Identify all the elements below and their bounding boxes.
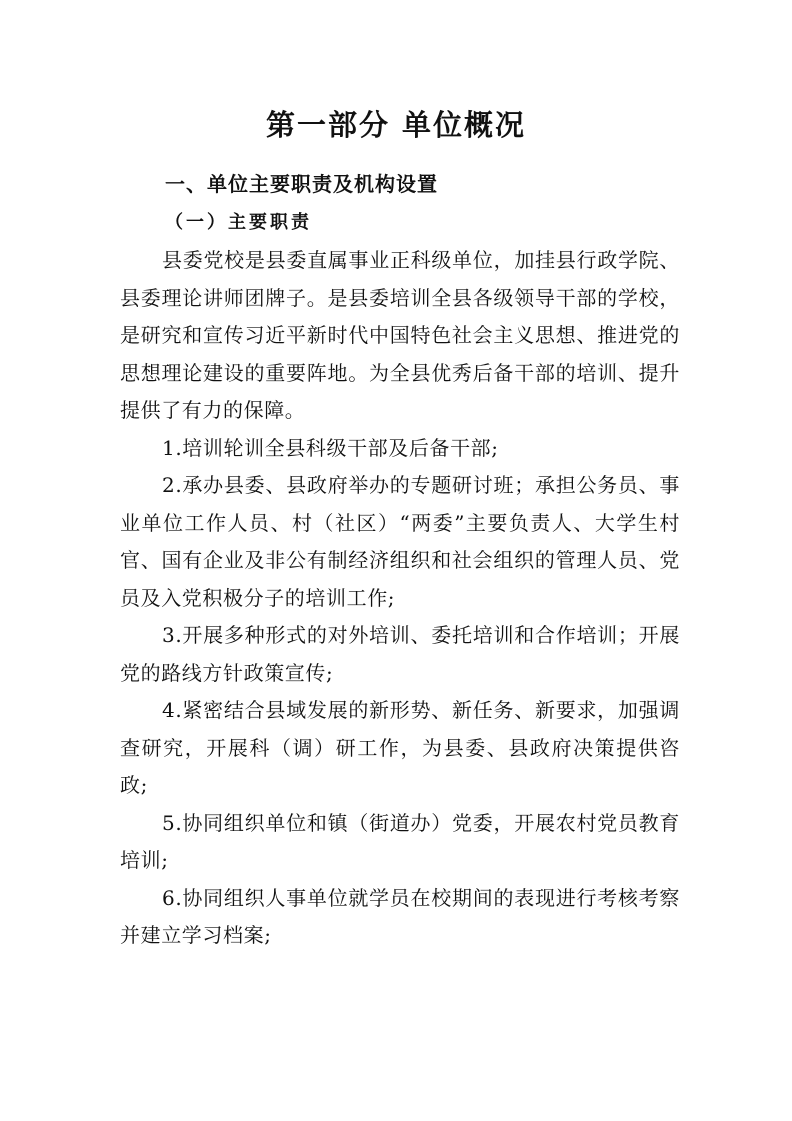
section-heading: 一、单位主要职责及机构设置 bbox=[165, 172, 438, 196]
paragraph-intro: 县委党校是县委直属事业正科级单位，加挂县行政学院、县委理论讲师团牌子。是县委培训全县各级领导干部的学校，是研究和宣传习近平新时代中国特色社会主义思想、推进党的思想理论建设的重要阵地。为全县优秀后备干部的培训、提升提供了有力的保障。 bbox=[120, 248, 680, 422]
paragraph-item-6: 6.协同组织人事单位就学员在校期间的表现进行考核考察并建立学习档案; bbox=[120, 885, 680, 947]
paragraph-item-4: 4.紧密结合县域发展的新形势、新任务、新要求，加强调查研究，开展科（调）研工作，为县委、县政府决策提供咨政; bbox=[120, 698, 680, 797]
paragraph-item-3: 3.开展多种形式的对外培训、委托培训和合作培训；开展党的路线方针政策宣传; bbox=[120, 623, 680, 685]
subsection-heading: （一）主要职责 bbox=[165, 212, 312, 233]
paragraph-item-5: 5.协同组织单位和镇（街道办）党委，开展农村党员教育培训; bbox=[120, 810, 680, 872]
paragraph-item-1: 1.培训轮训全县科级干部及后备干部; bbox=[162, 435, 499, 460]
page-title: 第一部分 单位概况 bbox=[265, 108, 527, 142]
paragraph-item-2: 2.承办县委、县政府举办的专题研讨班；承担公务员、事业单位工作人员、村（社区）“两委”主要负责人、大学生村官、国有企业及非公有制经济组织和社会组织的管理人员、党员及入党积极分子的培训工作; bbox=[120, 473, 680, 610]
body-text bbox=[120, 242, 680, 955]
